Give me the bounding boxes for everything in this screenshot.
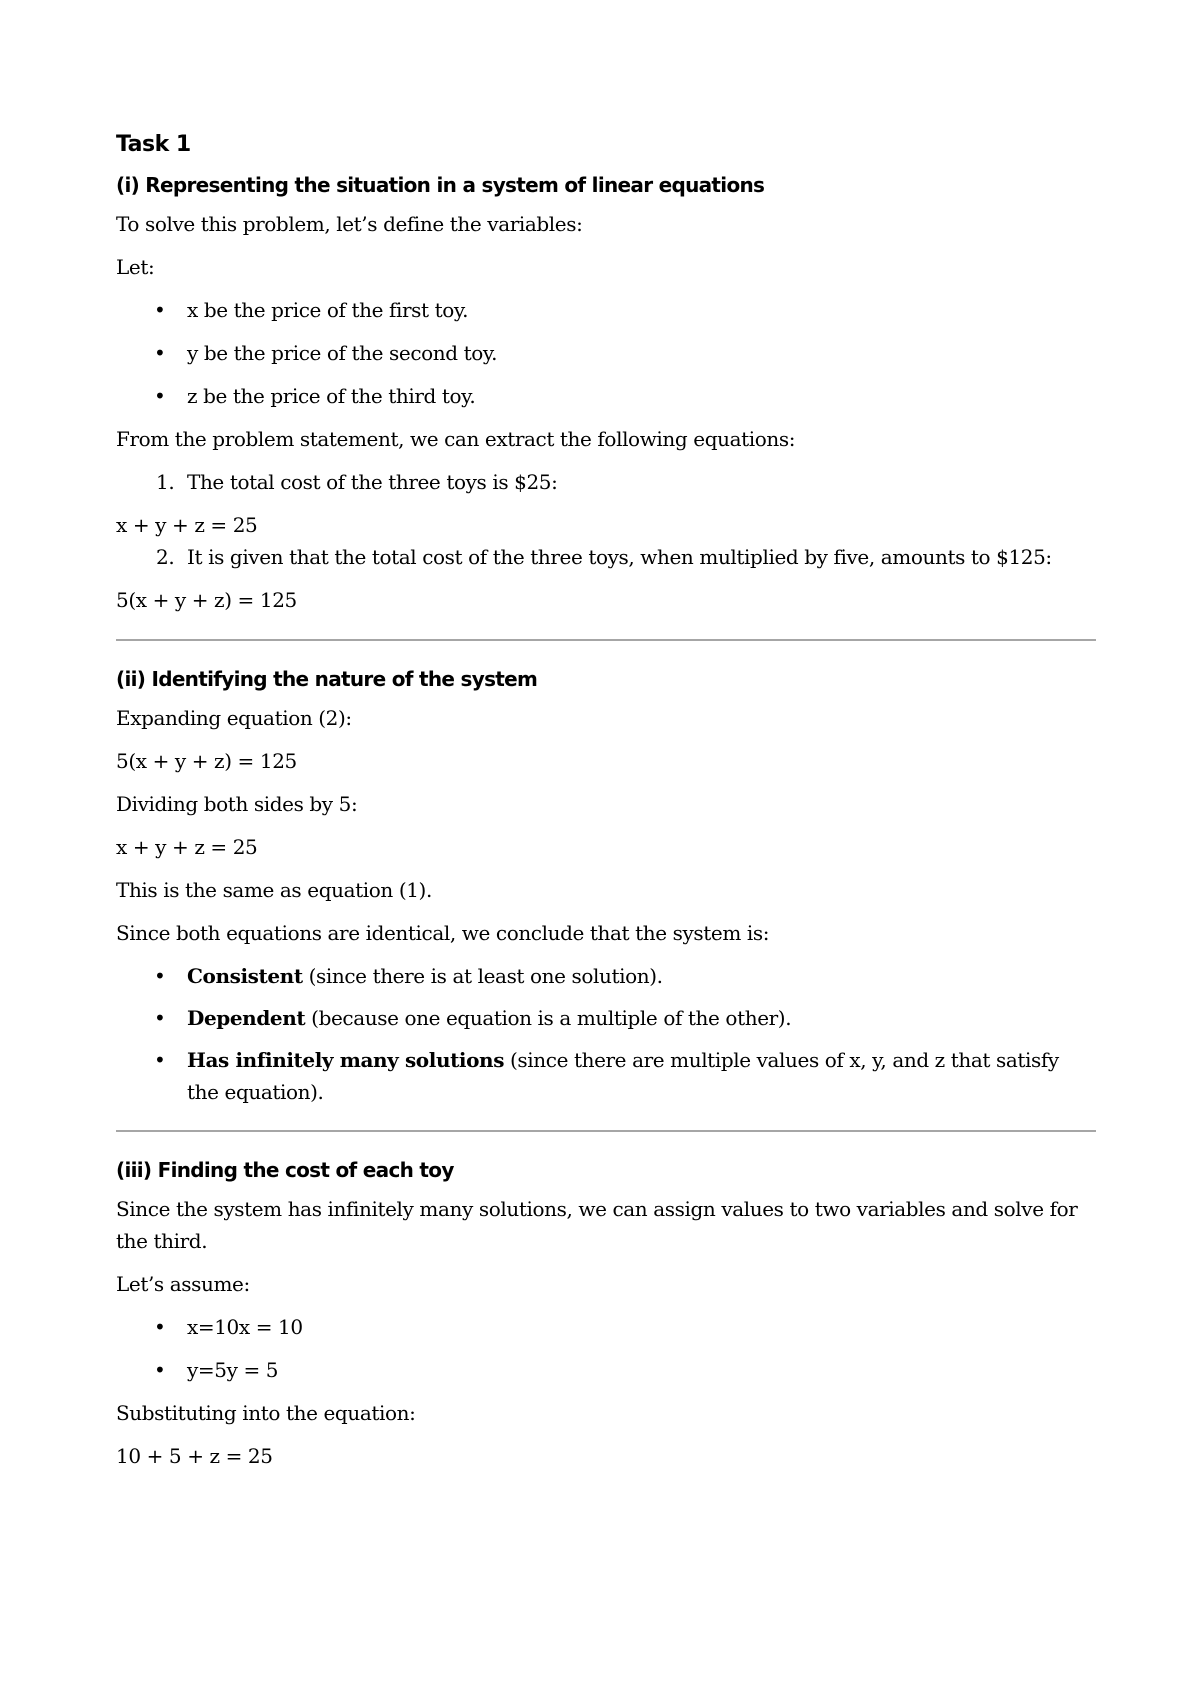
list-number: 1. — [156, 470, 175, 494]
variable-list — [116, 294, 1096, 412]
section-heading-ii: (ii) Identifying the nature of the system — [116, 667, 538, 691]
list-item — [116, 541, 1096, 573]
list-number: 2. — [156, 545, 175, 569]
list-item: • x be the price of the first toy. — [116, 294, 1096, 326]
list-item — [116, 1002, 1096, 1034]
term-consistent: Consistent — [187, 964, 303, 988]
assumption-list — [116, 1311, 1096, 1386]
same-text: This is the same as equation (1). — [116, 878, 432, 902]
list-item: • y=5y = 5 — [116, 1354, 1096, 1386]
term-explanation: (because one equation is a multiple of the other). — [305, 1006, 792, 1030]
infinite-solutions-text: Since the system has infinitely many solutions, we can assign values to two variables and solve for the third. — [116, 1197, 1078, 1253]
expanding-text: Expanding equation (2): — [116, 706, 352, 730]
equation-2: 5(x + y + z) = 125 — [116, 588, 297, 612]
term-infinite: Has infinitely many solutions — [187, 1048, 505, 1072]
section-heading-i: (i) Representing the situation in a system of linear equations — [116, 173, 765, 197]
list-item — [116, 960, 1096, 992]
nature-list — [116, 960, 1096, 1108]
horizontal-divider — [116, 639, 1096, 641]
section-heading-iii: (iii) Finding the cost of each toy — [116, 1158, 454, 1182]
list-item: • y be the price of the second toy. — [116, 337, 1096, 369]
list-item — [116, 466, 1096, 498]
list-item: • z be the price of the third toy. — [116, 380, 1096, 412]
equation-1: x + y + z = 25 — [116, 513, 258, 537]
equation-list-1 — [116, 466, 1096, 498]
conclusion-text: Since both equations are identical, we conclude that the system is: — [116, 921, 770, 945]
equation-c: 10 + 5 + z = 25 — [116, 1444, 273, 1468]
document-page — [116, 128, 1096, 1472]
intro-text: To solve this problem, let’s define the variables: — [116, 212, 583, 236]
list-item: • x=10x = 10 — [116, 1311, 1096, 1343]
term-explanation: (since there are multiple values of x, y, and z that satisfy the equation). — [187, 1048, 1059, 1104]
term-explanation: (since there is at least one solution). — [302, 964, 663, 988]
list-item-text: It is given that the total cost of the three toys, when multiplied by five, amounts to $125: — [187, 545, 1052, 569]
horizontal-divider — [116, 1130, 1096, 1132]
dividing-text: Dividing both sides by 5: — [116, 792, 358, 816]
term-dependent: Dependent — [187, 1006, 306, 1030]
let-label: Let: — [116, 255, 155, 279]
list-item — [116, 1044, 1096, 1108]
equation-b: x + y + z = 25 — [116, 835, 258, 859]
equation-a: 5(x + y + z) = 125 — [116, 749, 297, 773]
substituting-text: Substituting into the equation: — [116, 1401, 416, 1425]
extract-text: From the problem statement, we can extract the following equations: — [116, 427, 796, 451]
list-item-text: The total cost of the three toys is $25: — [187, 470, 558, 494]
task-title: Task 1 — [116, 132, 191, 157]
assume-text: Let’s assume: — [116, 1272, 250, 1296]
equation-list-2 — [116, 541, 1096, 573]
